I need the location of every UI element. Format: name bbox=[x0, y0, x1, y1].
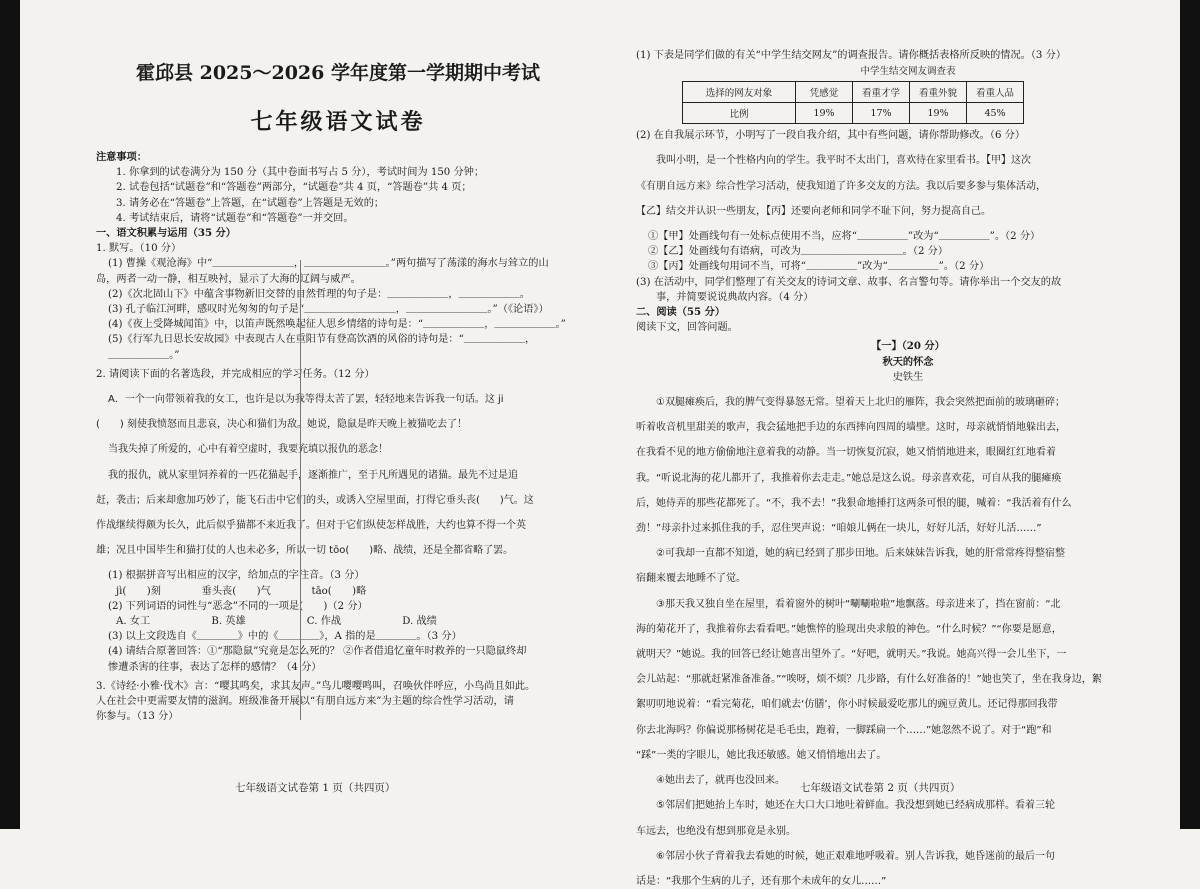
q3-part-3: 事，并简要说说典故内容。（4 分） bbox=[656, 291, 814, 303]
q1-item: ＿＿＿＿＿＿。” bbox=[108, 349, 180, 361]
note-item: 2. 试卷包括“试题卷”和“答题卷”两部分，“试题卷”共 4 页，“答题卷”共 4 页； bbox=[116, 182, 472, 194]
essay-line: 听着收音机里甜美的歌声，我会猛地把手边的东西摔向四周的墙壁。这时，母亲就悄悄地躲出去， bbox=[636, 422, 1066, 434]
table-cell: 19% bbox=[910, 103, 967, 124]
survey-table bbox=[682, 81, 1024, 124]
q3-part-3: (3) 在活动中，同学们整理了有关交友的诗词文章、故事、名言警句等。请你举出一个交友的故 bbox=[636, 276, 1062, 288]
q3-part-2: (2) 在自我展示环节，小明写了一段自我介绍，其中有些问题，请你帮助修改。（6 分） bbox=[636, 130, 1026, 142]
q2-subquestion: (1) 根据拼音写出相应的汉字，给加点的字注音。（3 分） bbox=[108, 570, 365, 582]
essay-line: 宿翻来覆去地睡不了觉。 bbox=[636, 573, 746, 585]
essay-line: ②可我却一直都不知道，她的病已经到了那步田地。后来妹妹告诉我，她的肝常常疼得整宿整 bbox=[656, 548, 1065, 560]
reading-part-label: 【一】（20 分） bbox=[871, 340, 945, 353]
table-cell: 看重人品 bbox=[967, 82, 1024, 103]
q2-subquestion: (2) 下列词语的词性与“恶念”不同的一项是( )（2 分） bbox=[108, 600, 368, 612]
essay-line: ③那天我又独自坐在屋里，看着窗外的树叶“唰唰啦啦”地飘落。母亲进来了，挡在窗前：“北 bbox=[656, 598, 1061, 610]
q1-item: (5)《行军九日思长安故园》中表现古人在重阳节有登高饮酒的风俗的诗句是：“＿＿＿＿＿＿， bbox=[108, 334, 536, 346]
intro-text-line: 【乙】结交并认识一些朋友，【丙】还要向老师和同学不耻下问，努力提高自己。 bbox=[636, 205, 991, 217]
section-heading: 二、阅读（55 分） bbox=[636, 306, 726, 319]
table-cell: 凭感觉 bbox=[796, 82, 853, 103]
q1-item: (3) 孔子临江河畔，感叹时光匆匆的句子是“＿＿＿＿＿＿＿＿＿，＿＿＿＿＿＿＿＿。”（《论语》） bbox=[108, 304, 549, 316]
q3-2-item: ③【丙】处画线句用词不当，可将“＿＿＿＿＿”改为“＿＿＿＿＿”。（2 分） bbox=[648, 261, 990, 273]
q2-passage-line: 作战继续得颇为长久，此后似乎猫都不来近我了。但对于它们纵使怎样战胜，大约也算不得一个英 bbox=[96, 520, 526, 532]
section-heading: 一、语文积累与运用（35 分） bbox=[96, 227, 236, 240]
q2-options: A. 女工 B. 英雄 C. 作战 D. 战绩 bbox=[116, 616, 437, 628]
intro-text-line: 我叫小明，是一个性格内向的学生。我平时不太出门，喜欢待在家里看书。【甲】这次 bbox=[656, 155, 1031, 167]
essay-author: 史铁生 bbox=[892, 371, 924, 383]
essay-line: 你去北海吗？你偏说那杨树花是毛毛虫，跑着，一脚踩扁一个……”她忽然不说了。对于“跑”和 bbox=[636, 724, 1052, 736]
essay-line: 会儿站起：“那就赶紧准备准备。”“唉呀，烦不烦？几步路，有什么好准备的！”她也笑了，坐在我身边，絮 bbox=[636, 674, 1102, 686]
table-cell: 比例 bbox=[683, 103, 796, 124]
essay-line: 海的菊花开了，我推着你去看看吧。”她憔悴的脸现出央求般的神色。“什么时候？”“你要是愿意， bbox=[636, 623, 1062, 635]
essay-line: 就明天？”她说。我的回答已经让她喜出望外了。“好吧，就明天。”我说。她高兴得一会儿坐下，一 bbox=[636, 649, 1067, 661]
reading-intro: 阅读下文，回答问题。 bbox=[636, 322, 738, 334]
q2-passage-line: ( ) 刻使我愤怒而且悲哀，决心和猫们为敌。她说，隐鼠是昨天晚上被猫吃去了！ bbox=[96, 419, 467, 431]
q2-passage-line: 赶，袭击；后来却愈加巧妙了，能飞石击中它们的头，或诱入空屋里面，打得它垂头丧( )气。这 bbox=[96, 494, 534, 506]
table-cell: 45% bbox=[967, 103, 1024, 124]
page-footer: 七年级语文试卷第 1 页（共四页） bbox=[235, 782, 396, 794]
exam-subtitle: 七年级语文试卷 bbox=[250, 109, 426, 135]
question-3: 人在社会中更需要友情的滋润。班级准备开展以“有朋自远方来”为主题的综合性学习活动，请 bbox=[96, 696, 514, 708]
q1-item: (2)《次北固山下》中蕴含事物新旧交替的自然哲理的句子是：＿＿＿＿＿＿，＿＿＿＿＿＿。 bbox=[108, 288, 530, 300]
note-item: 1. 你拿到的试卷满分为 150 分（其中卷面书写占 5 分），考试时间为 150 分钟； bbox=[116, 167, 485, 179]
table-cell: 17% bbox=[853, 103, 910, 124]
essay-line: 劲！”母亲扑过来抓住我的手，忍住哭声说：“咱娘儿俩在一块儿，好好儿活，好好儿活……” bbox=[636, 523, 1042, 535]
essay-line: 絮叨叨地说着：“看完菊花，咱们就去‘仿膳’，你小时候最爱吃那儿的豌豆黄儿。还记得那回我带 bbox=[636, 699, 1058, 711]
essay-title: 秋天的怀念 bbox=[882, 355, 934, 368]
note-item: 3. 请务必在“答题卷”上答题，在“试题卷”上答题是无效的； bbox=[116, 197, 385, 209]
table-cell: 19% bbox=[796, 103, 853, 124]
essay-line: 话是：“我那个生病的儿子，还有那个未成年的女儿……” bbox=[636, 875, 887, 887]
exam-title: 霍邱县 2025～2026 学年度第一学期期中考试 bbox=[136, 62, 540, 84]
q2-passage-line: 我的报仇，就从家里饲养着的一匹花猫起手，逐渐推广，至于凡所遇见的诸猫。最先不过是追 bbox=[108, 469, 518, 481]
q2-subquestion: (4) 请结合原著回答：①“那隐鼠”究竟是怎么死的？ ②作者借追忆童年时救养的一只隐鼠终却 bbox=[108, 646, 527, 658]
table-header-row bbox=[683, 82, 1024, 103]
table-row bbox=[683, 103, 1024, 124]
fold-line bbox=[300, 260, 301, 720]
question-3: 你参与。（13 分） bbox=[96, 711, 179, 723]
essay-line: 我。“听说北海的花儿都开了，我推着你去走走。”她总是这么说。母亲喜欢花，可自从我的腿瘫痪 bbox=[636, 472, 1062, 484]
q1-item: (4)《夜上受降城闻笛》中，以笛声既然唤起征人思乡情绪的诗句是：“＿＿＿＿＿＿，＿＿＿＿＿＿。” bbox=[108, 319, 566, 331]
q3-2-item: ②【乙】处画线句有语病，可改为＿＿＿＿＿＿＿＿＿＿。（2 分） bbox=[648, 246, 949, 258]
q2-subquestion: (3) 以上文段选自《＿＿＿＿》中的《＿＿＿＿》，A 指的是＿＿＿＿。（3 分） bbox=[108, 631, 462, 643]
question-3: 3.《诗经·小雅·伐木》言：“嘤其鸣矣，求其友声。”鸟儿嘤嘤鸣叫，召唤伙伴呼应，小鸟尚且如此。 bbox=[96, 680, 536, 692]
essay-line: ⑥邻居小伙子背着我去看她的时候，她正艰难地呼吸着。别人告诉我，她昏迷前的最后一句 bbox=[656, 850, 1055, 862]
exam-page-2 bbox=[600, 0, 1200, 887]
q3-2-item: ①【甲】处画线句有一处标点使用不当，应将“＿＿＿＿＿”改为“＿＿＿＿＿”。（2 分） bbox=[648, 231, 1041, 243]
q2-passage-line: A．一个一向带领着我的女工，也许是以为我等得太苦了罢，轻轻地来告诉我一句话。这 ji bbox=[108, 394, 504, 406]
essay-line: “踩”一类的字眼儿，她比我还敏感。她又悄悄地出去了。 bbox=[636, 749, 887, 761]
note-item: 4. 考试结束后，请将“试题卷”和“答题卷”一并交回。 bbox=[116, 212, 354, 224]
table-cell: 看重外貌 bbox=[910, 82, 967, 103]
notes-heading: 注意事项： bbox=[96, 151, 147, 163]
q2-passage-line: 当我失掉了所爱的，心中有着空虚时，我要充填以报仇的恶念！ bbox=[108, 444, 388, 456]
intro-text-line: 《有朋自远方来》综合性学习活动，使我知道了许多交友的方法。我以后要多参与集体活动， bbox=[636, 180, 1046, 192]
q2-subquestion: jì( )刻 垂头丧( )气 tāo( )略 bbox=[116, 585, 367, 597]
essay-line: 车远去，也绝没有想到那竟是永别。 bbox=[636, 825, 796, 837]
essay-line: ④她出去了，就再也没回来。 bbox=[656, 775, 785, 787]
table-caption: 中学生结交网友调查表 bbox=[860, 66, 956, 78]
table-cell: 选择的网友对象 bbox=[683, 82, 796, 103]
q3-part-1: (1) 下表是同学们做的有关“中学生结交网友”的调查报告。请你概括表格所反映的情况。（3 分） bbox=[636, 50, 1067, 61]
table-cell: 看重才学 bbox=[853, 82, 910, 103]
essay-line: ⑤邻居们把她抬上车时，她还在大口大口地吐着鲜血。我没想到她已经病成那样。看着三轮 bbox=[656, 800, 1055, 812]
exam-page-1 bbox=[0, 0, 600, 829]
essay-line: 在我看不见的地方偷偷地注意着我的动静。当一切恢复沉寂，她又悄悄地进来，眼圈红红地看着 bbox=[636, 447, 1056, 459]
essay-line: 后，她侍弄的那些花都死了。“不，我不去！”我狠命地捶打这两条可恨的腿，喊着：“我活着有什么 bbox=[636, 497, 1072, 509]
q1-item: (1) 曹操《观沧海》中“＿＿＿＿＿＿＿＿，＿＿＿＿＿＿＿＿。”两句描写了荡漾的海水与耸立的山 bbox=[108, 258, 549, 270]
essay-line: ①双腿瘫痪后，我的脾气变得暴怒无常。望着天上北归的雁阵，我会突然把面前的玻璃砸碎； bbox=[656, 397, 1065, 409]
q2-subquestion: 惨遭杀害的往事，表达了怎样的感情？（4 分） bbox=[108, 661, 322, 673]
question-1: 1. 默写。（10 分） bbox=[96, 243, 182, 255]
q2-passage-line: 雄；况且中国毕生和猫打仗的人也未必多，所以一切 tōo( )略、战绩，还是全都省略了罢。 bbox=[96, 545, 514, 557]
question-2: 2. 请阅读下面的名著选段，并完成相应的学习任务。（12 分） bbox=[96, 368, 375, 380]
q1-item: 岛，两者一动一静，相互映衬，显示了大海的辽阔与威严。 bbox=[96, 273, 361, 285]
page-footer: 七年级语文试卷第 2 页（共四页） bbox=[800, 782, 961, 794]
